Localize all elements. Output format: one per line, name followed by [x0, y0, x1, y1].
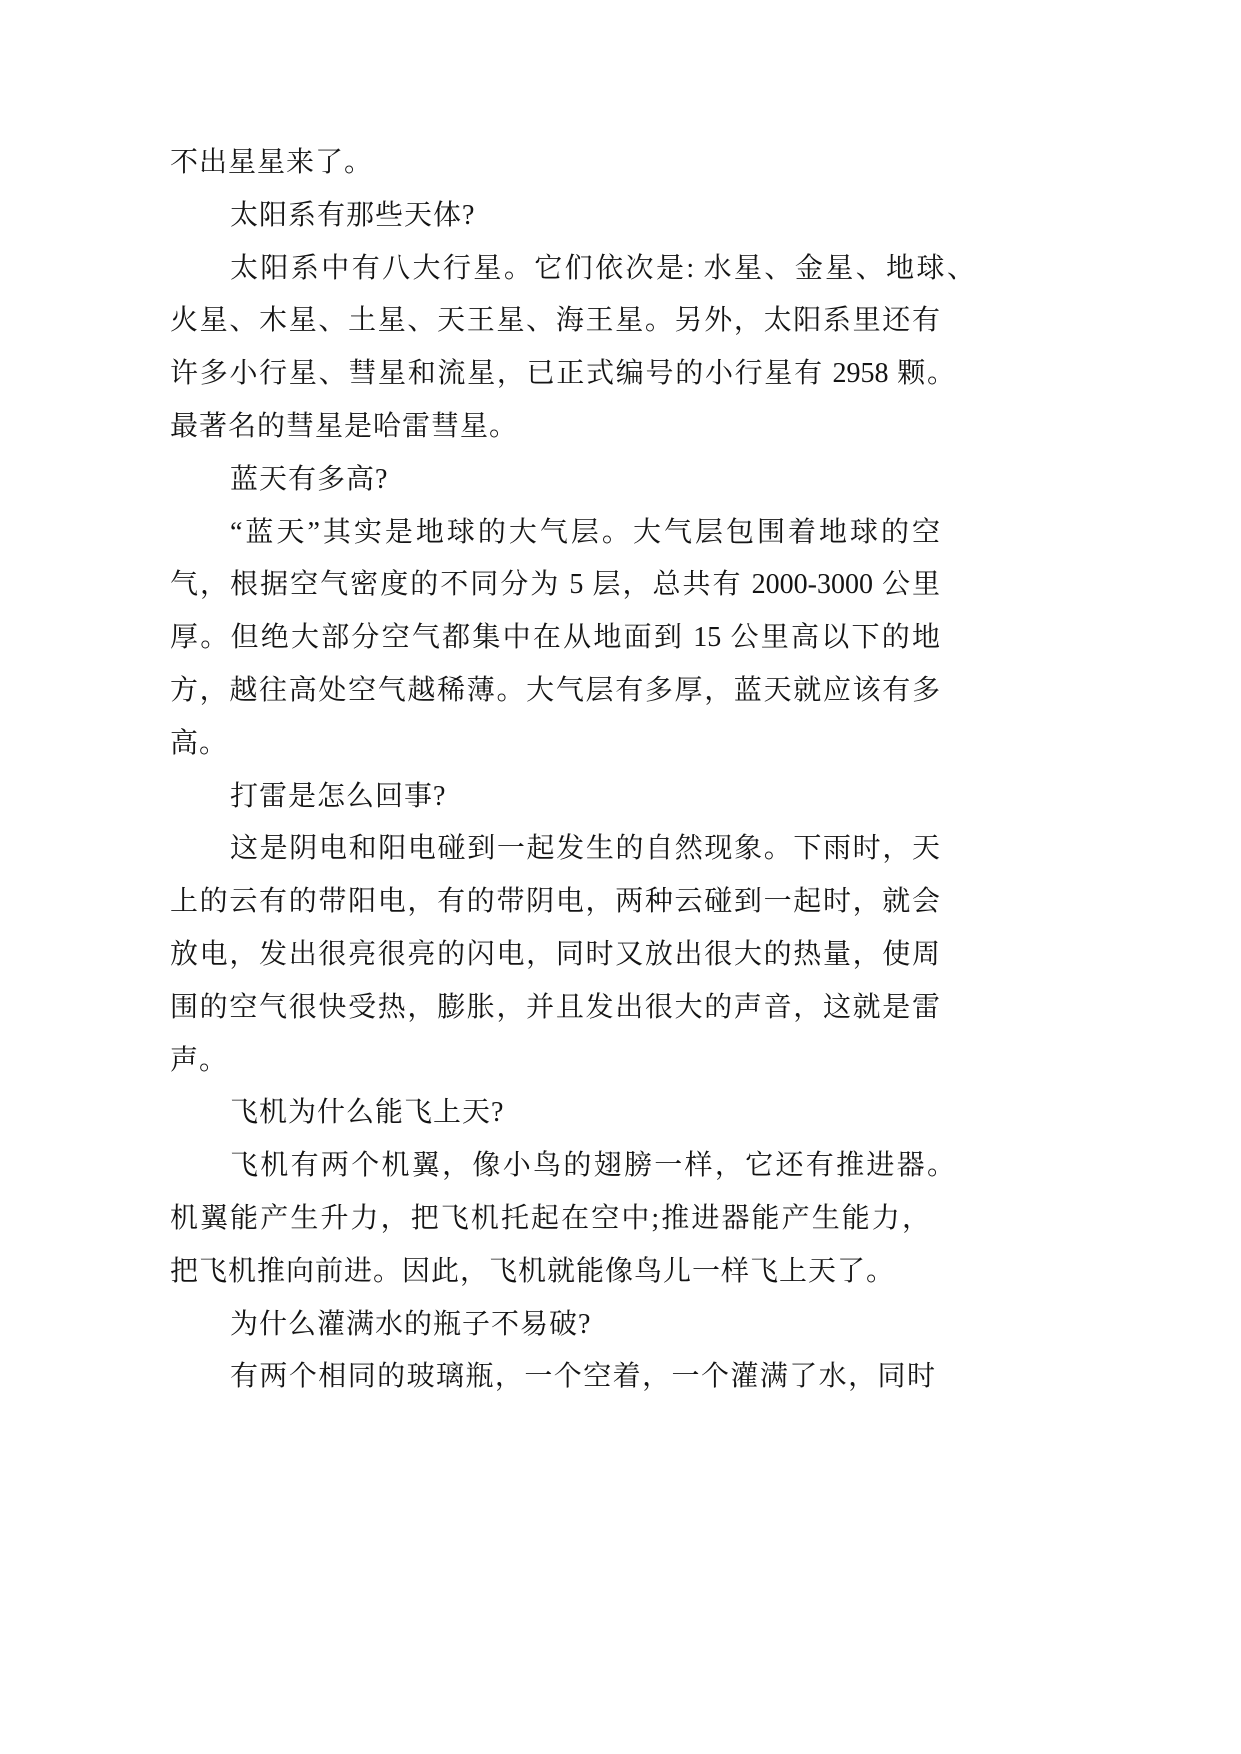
document-body: [170, 137, 990, 1404]
answer-line: 上的云有的带阳电，有的带阴电，两种云碰到一起时，就会: [170, 886, 940, 918]
answer-line: 气，根据空气密度的不同分为 5 层，总共有 2000-3000 公里: [170, 569, 940, 601]
answer-line: 围的空气很快受热，膨胀，并且发出很大的声音，这就是雷: [170, 991, 940, 1023]
answer-line: 飞机有两个机翼，像小鸟的翅膀一样，它还有推进器。: [230, 1150, 955, 1182]
answer-line: 许多小行星、彗星和流星，已正式编号的小行星有 2958 颗。: [170, 358, 955, 390]
answer-line: 把飞机推向前进。因此，飞机就能像鸟儿一样飞上天了。: [170, 1255, 896, 1287]
answer-line: 机翼能产生升力，把飞机托起在空中;推进器能产生能力，: [170, 1202, 930, 1234]
answer-line: 这是阴电和阳电碰到一起发生的自然现象。下雨时，天: [230, 833, 940, 865]
continued-text-line: 不出星星来了。: [170, 147, 374, 178]
question-heading: 飞机为什么能飞上天?: [230, 1097, 505, 1129]
answer-line: 厚。但绝大部分空气都集中在从地面到 15 公里高以下的地: [170, 622, 940, 654]
question-heading: 打雷是怎么回事?: [230, 780, 447, 812]
answer-line: 太阳系中有八大行星。它们依次是: 水星、金星、地球、: [230, 252, 975, 284]
answer-line: 高。: [170, 727, 229, 759]
question-heading: 为什么灌满水的瓶子不易破?: [230, 1308, 592, 1340]
answer-line: 火星、木星、土星、天王星、海王星。另外，太阳系里还有: [170, 305, 940, 337]
answer-line: “蓝天”其实是地球的大气层。大气层包围着地球的空: [230, 516, 940, 548]
answer-line: 放电，发出很亮很亮的闪电，同时又放出很大的热量，使周: [170, 938, 940, 970]
question-heading: 蓝天有多高?: [230, 463, 389, 495]
answer-line: 最著名的彗星是哈雷彗星。: [170, 410, 519, 442]
question-heading: 太阳系有那些天体?: [230, 199, 476, 231]
answer-line: 方，越往高处空气越稀薄。大气层有多厚，蓝天就应该有多: [170, 674, 940, 706]
answer-line: 有两个相同的玻璃瓶，一个空着，一个灌满了水，同时: [230, 1361, 935, 1393]
answer-line: 声。: [170, 1044, 229, 1076]
